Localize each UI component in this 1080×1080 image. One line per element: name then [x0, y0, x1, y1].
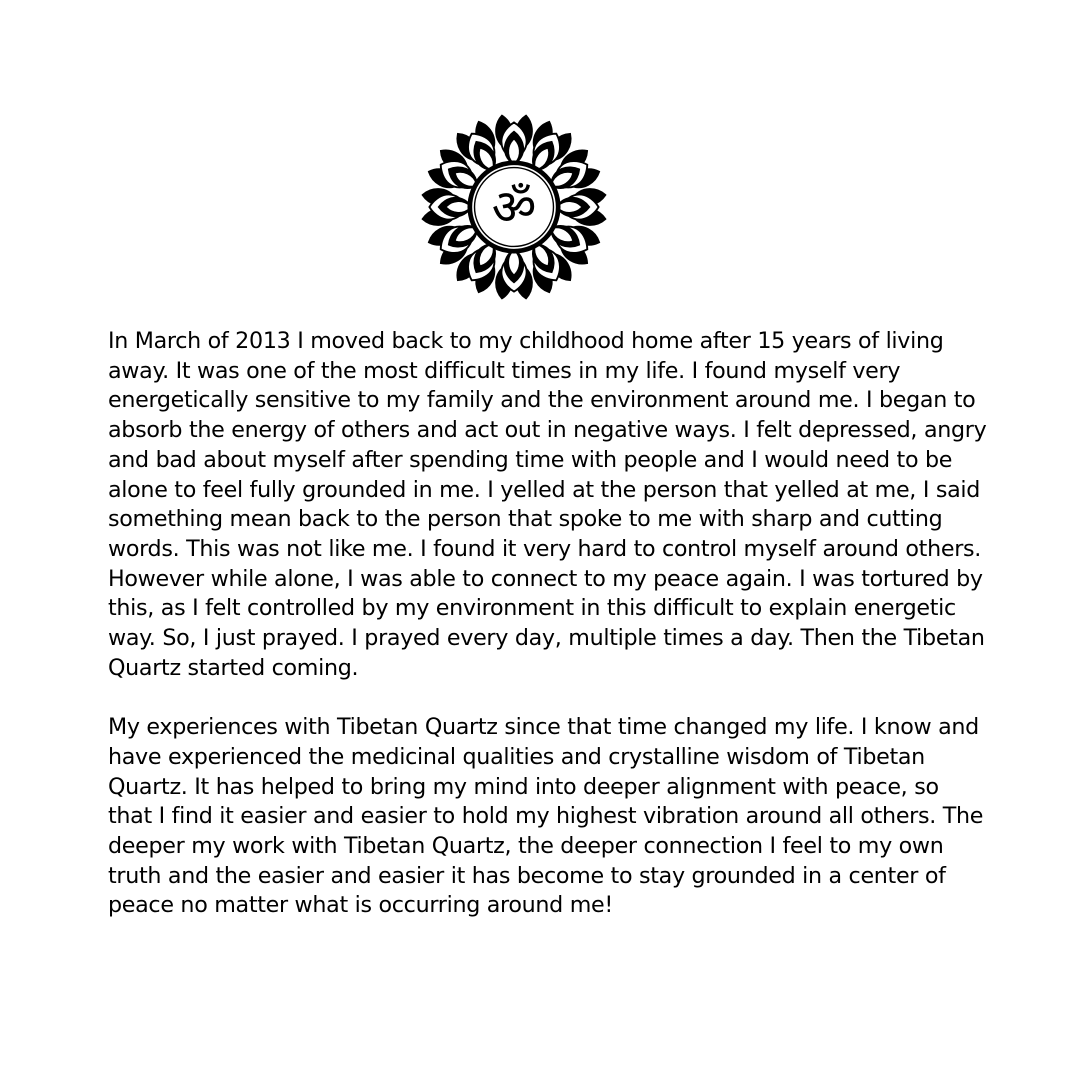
story-paragraph-1: In March of 2013 I moved back to my childhood home after 15 years of living away. It was one of the most difficult times in my life. I found myself very energetically sensitive to my family and the environment around me. I began to absorb the energy of others and act out in negative ways. I felt depressed, angry and bad about myself after spending time with people and I would need to be alone to feel fully grounded in me. I yelled at the person that yelled at me, I said something mean back to the person that spoke to me with sharp and cutting words. This was not like me. I found it very hard to control myself around others. However while alone, I was able to connect to my peace again. I was tortured by this, as I felt controlled by my environment in this difficult to explain energetic way. So, I just prayed. I prayed every day, multiple times a day. Then the Tibetan Quartz started coming. — [108, 328, 987, 681]
om-symbol-icon: ॐ — [491, 178, 537, 236]
inner-petal-accent — [510, 252, 518, 273]
inner-petal-accent — [510, 141, 518, 162]
inner-petal-accent — [448, 203, 469, 211]
story-text — [108, 327, 988, 921]
inner-petal-accent — [559, 203, 580, 211]
mandala-graphic — [418, 113, 610, 301]
om-mandala-icon — [418, 113, 610, 301]
story-paragraph-2: My experiences with Tibetan Quartz since that time changed my life. I know and have experienced the medicinal qualities and crystalline wisdom of Tibetan Quartz. It has helped to bring my mind into deeper alignment with peace, so that I find it easier and easier to hold my highest vibration around all others. The deeper my work with Tibetan Quartz, the deeper connection I feel to my own truth and the easier and easier it has become to stay grounded in a center of peace no matter what is occurring around me! — [108, 714, 984, 919]
